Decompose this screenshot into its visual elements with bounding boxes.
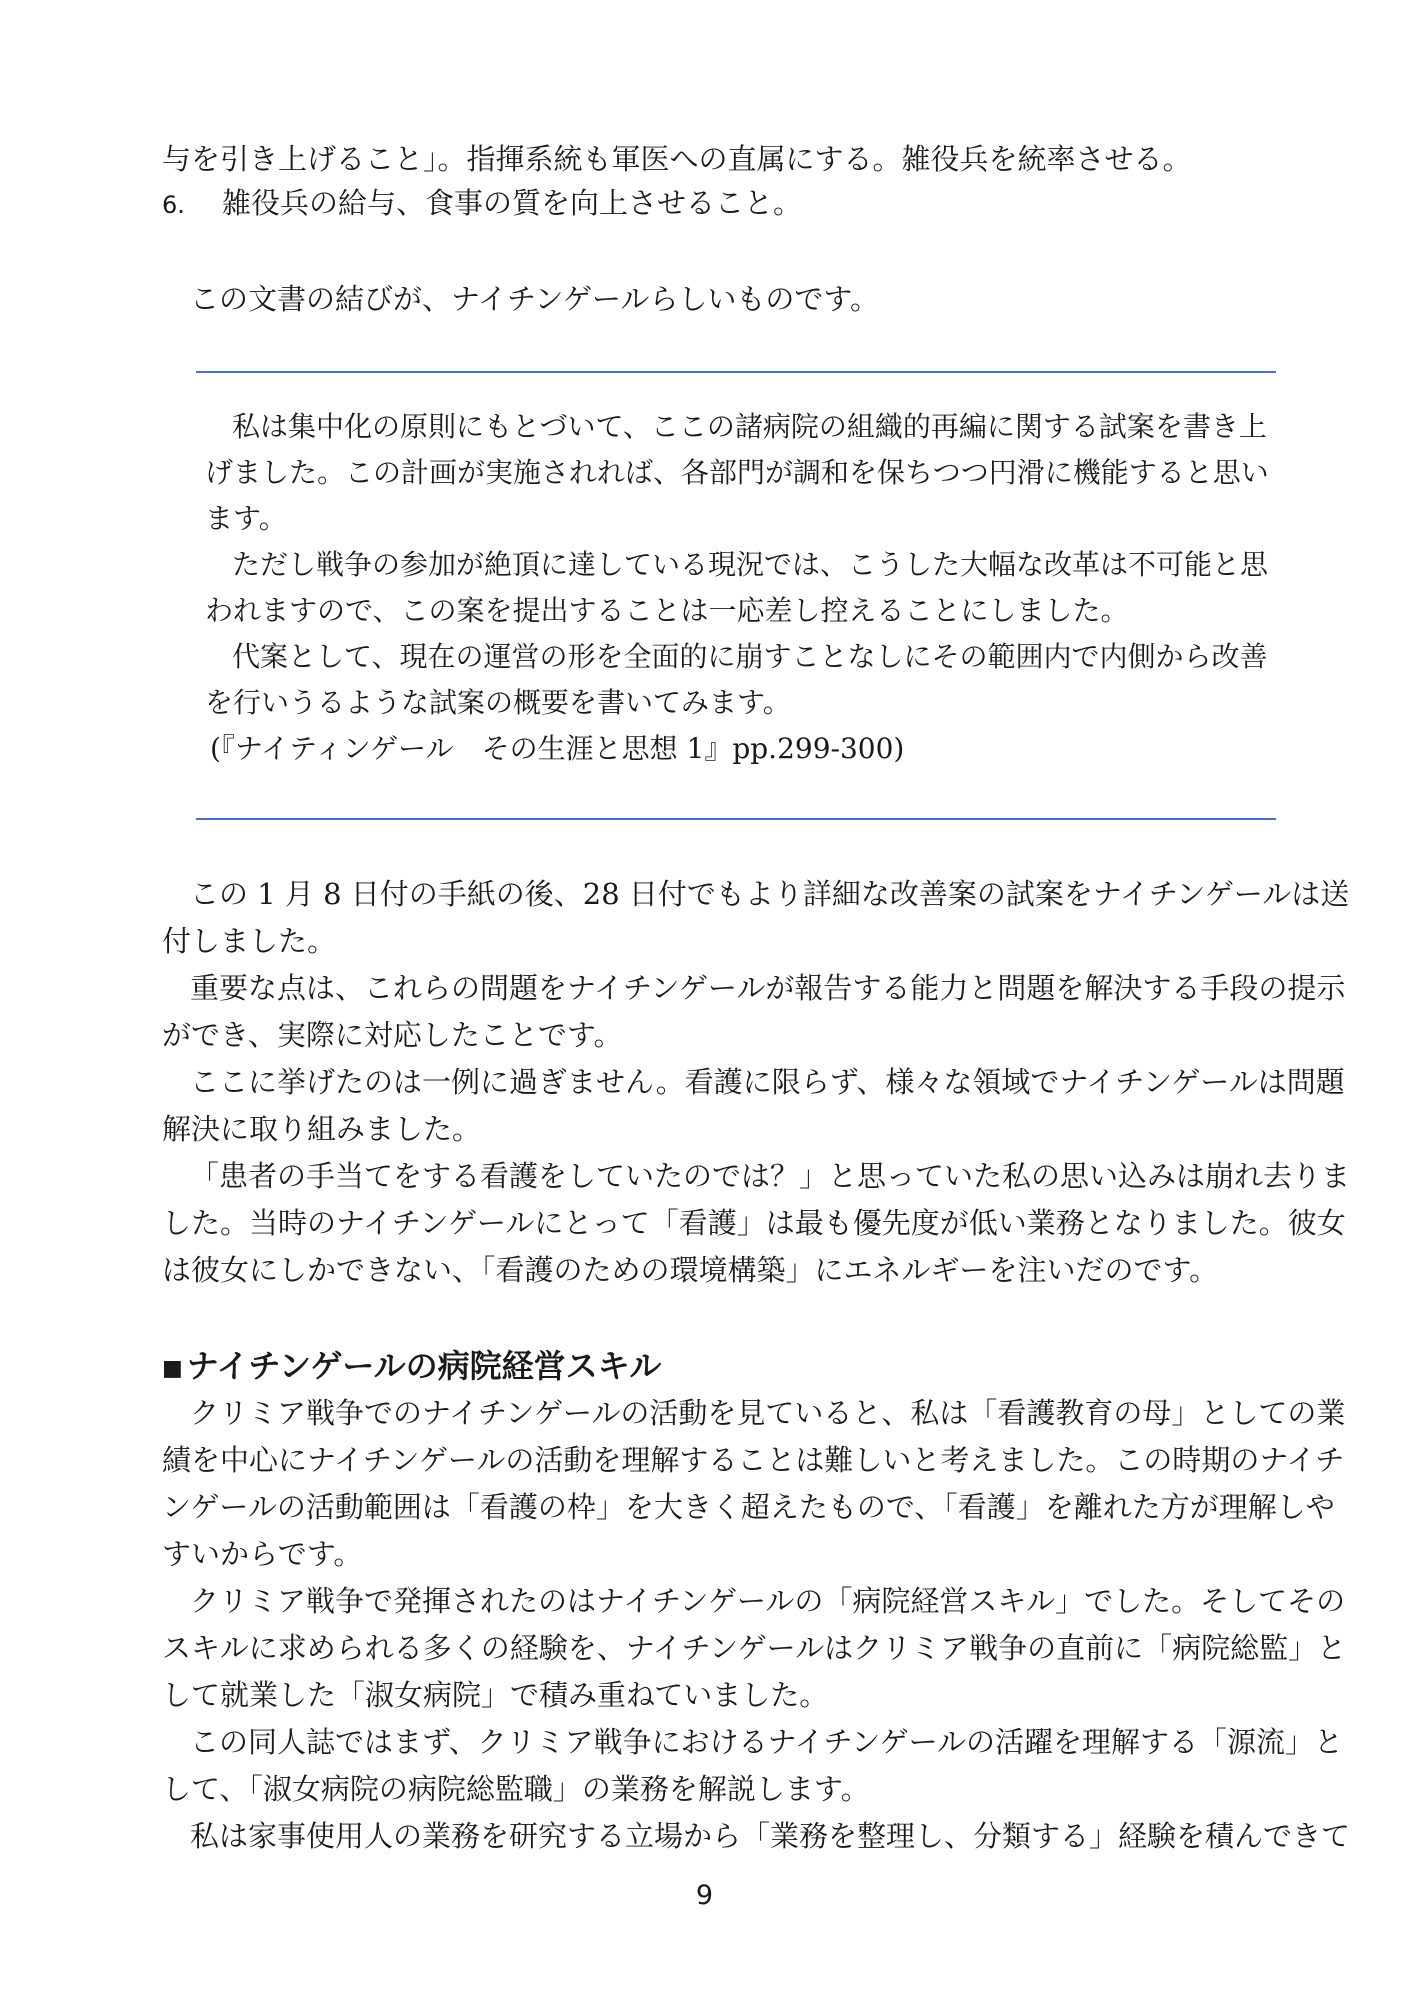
quote-line: われますので、この案を提出することは一応差し控えることにしました。	[205, 594, 1129, 627]
body-line: 私は家事使用人の業務を研究する立場から「業務を整理し、分類する」経験を積んできて	[190, 1819, 1351, 1853]
body-line: クリミア戦争でのナイチンゲールの活動を見ていると、私は「看護教育の母」としての業	[190, 1396, 1346, 1430]
body-line: 「患者の手当てをする看護をしていたのでは？」と思っていた私の思い込みは崩れ去りま	[190, 1159, 1351, 1193]
body-line: この 1 月 8 日付の手紙の後、28 日付でもより詳細な改善案の試案をナイチンゲールは送	[190, 877, 1350, 911]
quote-line: ただし戦争の参加が絶頂に達している現況では、こうした大幅な改革は不可能と思	[232, 548, 1269, 581]
body-line: すいからです。	[162, 1537, 363, 1571]
quote-line: ます。	[205, 502, 287, 535]
heading-square-marker: ■	[162, 1356, 183, 1381]
list-item-6	[162, 183, 802, 225]
body-line: は彼女にしかできない、「看護のための環境構築」にエネルギーを注いだのです。	[162, 1253, 1219, 1287]
body-line: して就業した「淑女病院」で積み重ねていました。	[162, 1678, 829, 1712]
quote-line: 代案として、現在の運営の形を全面的に崩すことなしにその範囲内で内側から改善	[232, 640, 1268, 673]
section-heading-text: ナイチンゲールの病院経営スキル	[186, 1347, 662, 1385]
body-line: ここに挙げたのは一例に過ぎません。看護に限らず、様々な領域でナイチンゲールは問題	[190, 1065, 1345, 1099]
quote-line: げました。この計画が実施されれば、各部門が調和を保ちつつ円滑に機能すると思い	[205, 456, 1269, 489]
section-heading	[162, 1344, 661, 1391]
body-line: した。当時のナイチンゲールにとって「看護」は最も優先度が低い業務となりました。彼女	[162, 1206, 1346, 1240]
body-line: この同人誌ではまず、クリミア戦争におけるナイチンゲールの活躍を理解する「源流」と	[190, 1725, 1344, 1759]
continued-list-line: 与を引き上げること」。指揮系統も軍医への直属にする。雑役兵を統率させる。	[162, 142, 1192, 176]
body-line: 重要な点は、これらの問題をナイチンゲールが報告する能力と問題を解決する手段の提示	[190, 971, 1346, 1005]
quote-bottom-rule	[196, 818, 1276, 820]
quote-citation: (『ナイティンゲール その生涯と思想 1』pp.299-300)	[210, 732, 905, 765]
body-line: して、「淑女病院の病院総監職」の業務を解説します。	[162, 1772, 870, 1806]
body-line: ンゲールの活動範囲は「看護の枠」を大きく超えたもので、「看護」を離れた方が理解しや	[162, 1490, 1335, 1524]
quote-line: 私は集中化の原則にもとづいて、ここの諸病院の組織的再編に関する試案を書き上	[232, 410, 1267, 443]
quote-top-rule	[196, 371, 1276, 373]
body-line: スキルに求められる多くの経験を、ナイチンゲールはクリミア戦争の直前に「病院総監」と	[162, 1631, 1347, 1665]
body-line: 績を中心にナイチンゲールの活動を理解することは難しいと考えました。この時期のナイチ	[162, 1443, 1345, 1477]
list-item-number: 6.	[162, 191, 185, 219]
page-number: 9	[695, 1880, 714, 1911]
body-line: クリミア戦争で発揮されたのはナイチンゲールの「病院経営スキル」でした。そしてその	[190, 1584, 1346, 1618]
body-line: 解決に取り組みました。	[162, 1112, 482, 1146]
lead-paragraph: この文書の結びが、ナイチンゲールらしいものです。	[190, 282, 880, 316]
body-line: ができ、実際に対応したことです。	[162, 1018, 623, 1052]
list-item-text: 雑役兵の給与、食事の質を向上させること。	[222, 186, 803, 220]
body-line: 付しました。	[162, 924, 337, 958]
quote-line: を行いうるような試案の概要を書いてみます。	[205, 686, 791, 719]
